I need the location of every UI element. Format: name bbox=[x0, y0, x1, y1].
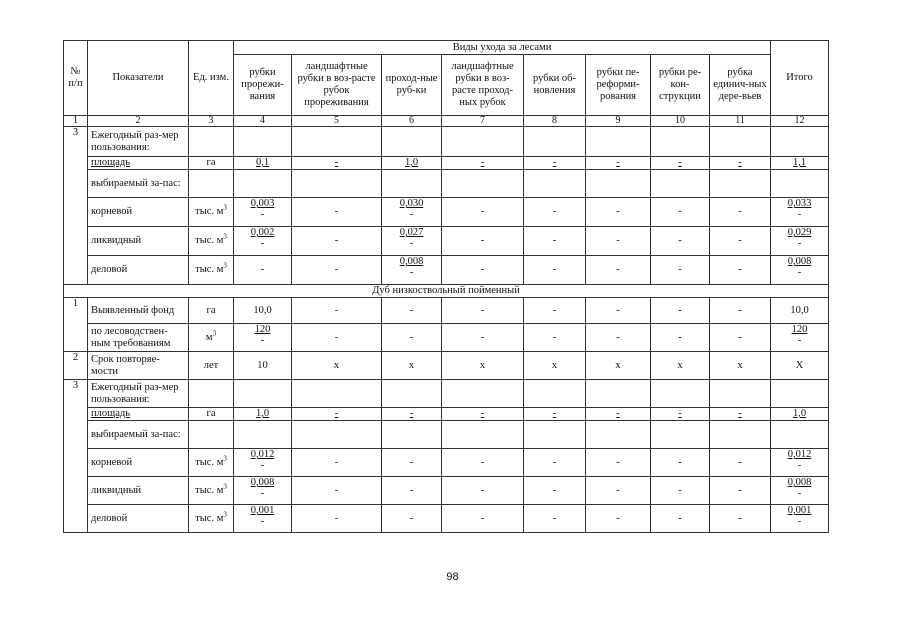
value-cell: - bbox=[524, 157, 586, 170]
row-label: корневой bbox=[88, 198, 189, 227]
value-top: 0,008 bbox=[399, 256, 424, 267]
empty-cell bbox=[382, 127, 442, 157]
value-top: 120 bbox=[254, 324, 271, 335]
value-cell: 1,0 bbox=[234, 408, 292, 421]
value-top: 0,033 bbox=[787, 198, 812, 209]
empty-cell bbox=[64, 477, 88, 505]
value-bottom: - bbox=[797, 488, 802, 499]
value-cell: - bbox=[586, 408, 651, 421]
row-label: ликвидный bbox=[88, 477, 189, 505]
value-cell: - bbox=[710, 227, 771, 256]
value-bottom: - bbox=[260, 488, 265, 499]
col-number: 9 bbox=[586, 116, 651, 127]
unit-cell: лет bbox=[189, 352, 234, 380]
value-cell: - bbox=[586, 324, 651, 352]
empty-cell bbox=[292, 380, 382, 408]
value-cell: x bbox=[710, 352, 771, 380]
empty-cell bbox=[524, 127, 586, 157]
value-cell: - bbox=[651, 408, 710, 421]
unit-cell: тыс. $м^3$ bbox=[189, 256, 234, 285]
empty-cell bbox=[64, 449, 88, 477]
unit-cell: га bbox=[189, 298, 234, 324]
row-label: Выявленный фонд bbox=[88, 298, 189, 324]
value-cell: x bbox=[442, 352, 524, 380]
value-cell: - bbox=[710, 505, 771, 533]
value-top: 0,008 bbox=[250, 477, 275, 488]
value-cell: - bbox=[442, 298, 524, 324]
value-cell bbox=[234, 505, 292, 533]
value-cell: - bbox=[292, 477, 382, 505]
value-bottom: - bbox=[260, 460, 265, 471]
value-cell: 10 bbox=[234, 352, 292, 380]
value-cell: 10,0 bbox=[234, 298, 292, 324]
value-cell: x bbox=[651, 352, 710, 380]
value-cell: - bbox=[586, 227, 651, 256]
value-cell: - bbox=[292, 505, 382, 533]
col-number: 10 bbox=[651, 116, 710, 127]
value-bottom: - bbox=[797, 209, 802, 220]
empty-cell bbox=[189, 421, 234, 449]
value-cell: - bbox=[710, 449, 771, 477]
value-cell: - bbox=[710, 298, 771, 324]
empty-cell bbox=[292, 421, 382, 449]
value-cell: - bbox=[382, 408, 442, 421]
table-row bbox=[64, 421, 829, 449]
table-row bbox=[64, 198, 829, 227]
empty-cell bbox=[710, 421, 771, 449]
unit-cell: $м^3$ bbox=[189, 324, 234, 352]
value-cell: - bbox=[292, 198, 382, 227]
col-number: 4 bbox=[234, 116, 292, 127]
value-cell: - bbox=[586, 256, 651, 285]
value-cell: - bbox=[524, 449, 586, 477]
value-cell: 10,0 bbox=[771, 298, 829, 324]
value-cell: 1,0 bbox=[771, 408, 829, 421]
table-row bbox=[64, 256, 829, 285]
empty-cell bbox=[442, 170, 524, 198]
unit-cell: тыс. $м^3$ bbox=[189, 198, 234, 227]
value-cell: - bbox=[442, 157, 524, 170]
row-number: 3 bbox=[64, 380, 88, 449]
empty-cell bbox=[382, 421, 442, 449]
row-label: корневой bbox=[88, 449, 189, 477]
empty-cell bbox=[442, 380, 524, 408]
value-cell: - bbox=[382, 298, 442, 324]
empty-cell bbox=[524, 170, 586, 198]
value-top: 0,030 bbox=[399, 198, 424, 209]
value-cell: - bbox=[524, 477, 586, 505]
table-row bbox=[64, 227, 829, 256]
header-type-4: рубки прорежи-вания bbox=[234, 55, 292, 116]
empty-cell bbox=[292, 170, 382, 198]
value-top: 0,008 bbox=[787, 477, 812, 488]
value-cell: - bbox=[382, 449, 442, 477]
value-top: 0,008 bbox=[787, 256, 812, 267]
col-number: 12 bbox=[771, 116, 829, 127]
empty-cell bbox=[651, 170, 710, 198]
value-cell bbox=[771, 227, 829, 256]
row-label: Ежегодный раз-мер пользования: bbox=[88, 127, 189, 157]
section-heading: Дуб низкоствольный пойменный bbox=[64, 285, 829, 298]
value-top: 0,002 bbox=[250, 227, 275, 238]
header-group: Виды ухода за лесами bbox=[234, 41, 771, 55]
value-cell: - bbox=[524, 408, 586, 421]
value-cell bbox=[382, 256, 442, 285]
value-cell: - bbox=[382, 477, 442, 505]
row-label: выбираемый за-пас: bbox=[88, 170, 189, 198]
row-label: Срок повторяе-мости bbox=[88, 352, 189, 380]
empty-cell bbox=[234, 421, 292, 449]
empty-cell bbox=[524, 380, 586, 408]
header-type-7: ландшафтные рубки в воз-расте проход-ных рубок bbox=[442, 55, 524, 116]
value-bottom: - bbox=[797, 267, 802, 278]
value-bottom: - bbox=[260, 516, 265, 527]
col-number: 3 bbox=[189, 116, 234, 127]
empty-cell bbox=[292, 127, 382, 157]
table-row bbox=[64, 408, 829, 421]
value-bottom: - bbox=[797, 516, 802, 527]
empty-cell bbox=[586, 421, 651, 449]
table-row bbox=[64, 157, 829, 170]
value-cell: - bbox=[524, 256, 586, 285]
row-label: деловой bbox=[88, 256, 189, 285]
value-cell bbox=[771, 477, 829, 505]
value-cell: - bbox=[442, 256, 524, 285]
value-cell: - bbox=[292, 298, 382, 324]
row-label: выбираемый за-пас: bbox=[88, 421, 189, 449]
value-top: 0,003 bbox=[250, 198, 275, 209]
empty-cell bbox=[771, 380, 829, 408]
row-number: 1 bbox=[64, 298, 88, 352]
value-cell: - bbox=[710, 256, 771, 285]
value-cell: - bbox=[442, 477, 524, 505]
value-cell: x bbox=[382, 352, 442, 380]
forest-care-table bbox=[63, 40, 829, 533]
row-number: 2 bbox=[64, 352, 88, 380]
empty-cell bbox=[586, 127, 651, 157]
value-cell: - bbox=[442, 408, 524, 421]
empty-cell bbox=[234, 170, 292, 198]
empty-cell bbox=[382, 170, 442, 198]
header-indicators: Показатели bbox=[88, 41, 189, 116]
value-bottom: - bbox=[797, 460, 802, 471]
unit-cell: га bbox=[189, 408, 234, 421]
table-row bbox=[64, 324, 829, 352]
unit-cell: тыс. $м^3$ bbox=[189, 227, 234, 256]
value-bottom: - bbox=[409, 267, 414, 278]
table-row bbox=[64, 170, 829, 198]
empty-cell bbox=[64, 505, 88, 533]
value-cell: - bbox=[710, 157, 771, 170]
row-label: ликвидный bbox=[88, 227, 189, 256]
value-cell bbox=[234, 477, 292, 505]
value-cell: - bbox=[442, 505, 524, 533]
col-number: 6 bbox=[382, 116, 442, 127]
value-cell: - bbox=[651, 298, 710, 324]
empty-cell bbox=[64, 256, 88, 285]
empty-cell bbox=[651, 421, 710, 449]
value-cell: - bbox=[524, 298, 586, 324]
value-top: 0,001 bbox=[787, 505, 812, 516]
value-cell: - bbox=[524, 324, 586, 352]
value-cell: - bbox=[442, 449, 524, 477]
header-type-9: рубки пе-реформи-рования bbox=[586, 55, 651, 116]
header-type-11: рубка единич-ных дере-вьев bbox=[710, 55, 771, 116]
value-cell: - bbox=[651, 227, 710, 256]
header-total: Итого bbox=[771, 41, 829, 116]
value-cell: - bbox=[586, 298, 651, 324]
value-bottom: - bbox=[409, 238, 414, 249]
value-cell: 0,1 bbox=[234, 157, 292, 170]
value-cell: - bbox=[442, 324, 524, 352]
value-cell: - bbox=[292, 324, 382, 352]
table-row bbox=[64, 477, 829, 505]
empty-cell bbox=[234, 127, 292, 157]
value-cell bbox=[771, 256, 829, 285]
page-number: 98 bbox=[446, 571, 459, 583]
value-cell: - bbox=[710, 198, 771, 227]
value-cell: x bbox=[586, 352, 651, 380]
value-bottom: - bbox=[260, 238, 265, 249]
value-cell: - bbox=[651, 324, 710, 352]
col-number: 7 bbox=[442, 116, 524, 127]
table-row bbox=[64, 298, 829, 324]
value-top: 0,029 bbox=[787, 227, 812, 238]
table-row bbox=[64, 449, 829, 477]
value-cell bbox=[382, 227, 442, 256]
row-label: деловой bbox=[88, 505, 189, 533]
empty-cell bbox=[771, 170, 829, 198]
row-label: Ежегодный раз-мер пользования: bbox=[88, 380, 189, 408]
value-cell: X bbox=[771, 352, 829, 380]
row-number: 3 bbox=[64, 127, 88, 256]
value-top: 0,001 bbox=[250, 505, 275, 516]
value-cell bbox=[771, 505, 829, 533]
col-number: 2 bbox=[88, 116, 189, 127]
value-cell: - bbox=[586, 449, 651, 477]
value-cell: - bbox=[651, 477, 710, 505]
value-cell: - bbox=[651, 198, 710, 227]
header-unit: Ед. изм. bbox=[189, 41, 234, 116]
col-number: 11 bbox=[710, 116, 771, 127]
col-number: 8 bbox=[524, 116, 586, 127]
empty-cell bbox=[651, 380, 710, 408]
header-type-10: рубки ре-кон-струкции bbox=[651, 55, 710, 116]
value-top: 120 bbox=[791, 324, 808, 335]
table-row bbox=[64, 352, 829, 380]
header-type-6: проход-ные руб-ки bbox=[382, 55, 442, 116]
empty-cell bbox=[234, 380, 292, 408]
value-cell: - bbox=[710, 477, 771, 505]
value-cell: - bbox=[442, 227, 524, 256]
value-bottom: - bbox=[260, 335, 265, 346]
value-cell: - bbox=[651, 505, 710, 533]
empty-cell bbox=[771, 127, 829, 157]
empty-cell bbox=[189, 127, 234, 157]
empty-cell bbox=[442, 127, 524, 157]
value-top: 0,012 bbox=[250, 449, 275, 460]
value-cell: - bbox=[651, 256, 710, 285]
empty-cell bbox=[524, 421, 586, 449]
value-cell: - bbox=[586, 477, 651, 505]
value-bottom: - bbox=[797, 238, 802, 249]
header-type-5: ландшафтные рубки в воз-расте рубок прореживания bbox=[292, 55, 382, 116]
header-type-8: рубки об-новления bbox=[524, 55, 586, 116]
table-row bbox=[64, 380, 829, 408]
unit-cell: га bbox=[189, 157, 234, 170]
row-label: площадь bbox=[88, 408, 189, 421]
value-cell: - bbox=[292, 449, 382, 477]
value-cell bbox=[234, 198, 292, 227]
value-bottom: - bbox=[260, 209, 265, 220]
empty-cell bbox=[710, 127, 771, 157]
value-cell: - bbox=[382, 324, 442, 352]
unit-cell: тыс. $м^3$ bbox=[189, 449, 234, 477]
unit-cell: тыс. $м^3$ bbox=[189, 505, 234, 533]
header-num: № п/п bbox=[64, 41, 88, 116]
value-cell: - bbox=[292, 157, 382, 170]
value-cell: - bbox=[586, 198, 651, 227]
value-cell: - bbox=[292, 408, 382, 421]
table-row bbox=[64, 127, 829, 157]
value-cell bbox=[234, 227, 292, 256]
row-label: площадь bbox=[88, 157, 189, 170]
col-number: 5 bbox=[292, 116, 382, 127]
value-top: 0,012 bbox=[787, 449, 812, 460]
empty-cell bbox=[710, 380, 771, 408]
value-cell bbox=[382, 198, 442, 227]
empty-cell bbox=[771, 421, 829, 449]
value-cell: - bbox=[234, 256, 292, 285]
empty-cell bbox=[442, 421, 524, 449]
table-row bbox=[64, 505, 829, 533]
empty-cell bbox=[710, 170, 771, 198]
value-cell: - bbox=[524, 227, 586, 256]
value-cell: - bbox=[651, 449, 710, 477]
value-cell: - bbox=[710, 408, 771, 421]
section-heading-row bbox=[64, 285, 829, 298]
value-top: 0,027 bbox=[399, 227, 424, 238]
empty-cell bbox=[189, 380, 234, 408]
value-cell bbox=[234, 449, 292, 477]
col-number: 1 bbox=[64, 116, 88, 127]
empty-cell bbox=[651, 127, 710, 157]
value-cell: - bbox=[382, 505, 442, 533]
value-cell: - bbox=[292, 227, 382, 256]
value-cell: - bbox=[710, 324, 771, 352]
row-label: по лесоводствен-ным требованиям bbox=[88, 324, 189, 352]
value-cell: - bbox=[524, 198, 586, 227]
unit-cell: тыс. $м^3$ bbox=[189, 477, 234, 505]
value-bottom: - bbox=[797, 335, 802, 346]
value-cell: - bbox=[651, 157, 710, 170]
value-cell bbox=[771, 324, 829, 352]
value-cell: - bbox=[524, 505, 586, 533]
empty-cell bbox=[586, 170, 651, 198]
empty-cell bbox=[382, 380, 442, 408]
value-cell bbox=[234, 324, 292, 352]
column-number-row bbox=[64, 116, 829, 127]
value-cell: x bbox=[524, 352, 586, 380]
value-cell: 1,0 bbox=[382, 157, 442, 170]
value-cell bbox=[771, 198, 829, 227]
value-cell: - bbox=[442, 198, 524, 227]
value-cell: x bbox=[292, 352, 382, 380]
value-cell: - bbox=[586, 505, 651, 533]
value-cell bbox=[771, 449, 829, 477]
value-cell: - bbox=[292, 256, 382, 285]
value-cell: 1,1 bbox=[771, 157, 829, 170]
value-bottom: - bbox=[409, 209, 414, 220]
value-cell: - bbox=[586, 157, 651, 170]
empty-cell bbox=[586, 380, 651, 408]
empty-cell bbox=[189, 170, 234, 198]
